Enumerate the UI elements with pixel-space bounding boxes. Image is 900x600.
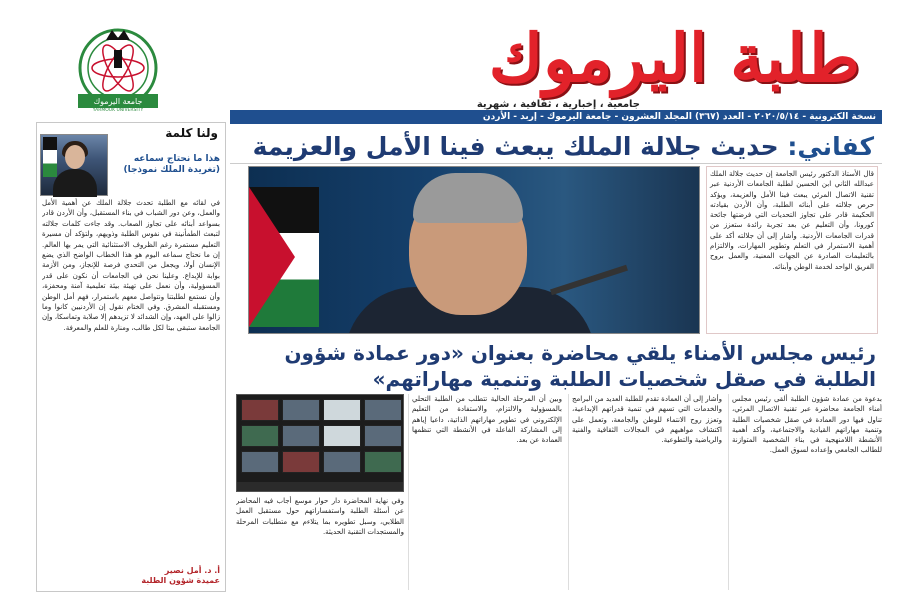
university-logo (68, 26, 168, 112)
flag-icon (43, 137, 57, 177)
main-headline-prefix: كفاني: (787, 132, 874, 161)
opinion-column-lead: هذا ما نحتاج سماعه (تغريدة الملك نموذجا) (123, 154, 220, 175)
newspaper-subtitle: جامعية ، إخبارية ، ثقافية ، شهرية (476, 99, 640, 110)
second-article-col1: بدعوة من عمادة شؤون الطلبة ألقى رئيس مجلس أمناء الجامعة محاضرة عبر تقنية الاتصال المرئي، تناول فيها دور العمادة في صقل شخصيات الطلبة وتنمية مهاراتهم القيادية والاجتماعية، وأكد أهمية الأنشطة اللامنهجية في بناء الشخصية المتوازنة للطالب الجامعي وإعداده لسوق العمل. (728, 394, 882, 590)
main-headline-text: حديث جلالة الملك يبعث فينا الأمل والعزيمة (252, 132, 779, 161)
second-article-columns (408, 394, 882, 590)
logo-text: جامعة اليرموك (93, 97, 143, 106)
issue-info-bar: نسخة الكترونية - ٢٠٢٠/٥/١٤ - العدد (٣٦٧) المجلد العشرون - جامعة اليرموك - إربد - الأردن (230, 110, 882, 124)
masthead (0, 0, 900, 120)
jordan-flag-icon (249, 187, 319, 327)
main-headline (230, 130, 882, 164)
second-article-col2: وأشار إلى أن العمادة تقدم للطلبة العديد من البرامج والخدمات التي تسهم في تنمية قدراتهم الإبداعية، وتعزز روح الانتماء للوطن والجامعة، وتعمل على اكتشاف مواهبهم في المجالات الثقافية والفنية والرياضية والتطوعية. (568, 394, 722, 590)
microphone-icon (550, 265, 628, 295)
second-article-col4: وفي نهاية المحاضرة دار حوار موسع أجاب فيه المحاضر عن أسئلة الطلبة واستفساراتهم حول مستقبل العمل الطلابي، وسبل تطويره بما يتلاءم مع متطلبات المرحلة والمستجدات التقنية الحديثة. (236, 497, 404, 536)
logo-caption: YARMOUK UNIVERSITY (92, 108, 144, 112)
opinion-column-body: في لقائه مع الطلبة تحدث جلالة الملك عن أهمية الأمل والعمل، وعن دور الشباب في بناء المستقبل، وأن الأردن قادر بسواعد أبنائه على تجاوز الصعاب. وقد جاءت كلمات جلالته لتبعث الطمأنينة في نفوس الطلبة وذويهم، ولتؤكد أن مسيرة التعليم مستمرة رغم الظروف الاستثنائية التي يمر بها العالم. إن ما نحتاج سماعه اليوم هو هذا الخطاب الواضح الذي يضع الإنسان أولا، ويجعل من التحدي فرصة للإنجاز، ومن الأزمة بوابة للإبداع. وعلينا نحن في الجامعات أن نكون على قدر المسؤولية، وأن نعمل على تهيئة بيئة تعليمية آمنة ومحفزة، وأن نستمع لطلبتنا ونتواصل معهم باستمرار، فهم أمل الوطن ومستقبله المشرق. وفي الختام نقول إن الأردنيين كانوا وما زالوا على العهد، وإن الشدائد لا تزيدهم إلا صلابة وتماسكا، وإن الجامعة ستبقى بيتا لكل طالب، ومنارة للعلم والمعرفة. (42, 199, 220, 332)
opinion-column-header: ولنا كلمة (165, 126, 218, 140)
main-article-body: قال الأستاذ الدكتور رئيس الجامعة إن حديث جلالة الملك عبدالله الثاني ابن الحسين لطلبة الجامعات الأردنية عبر تقنية الاتصال المرئي يبعث فينا الأمل والعزيمة، ويؤكد حرص جلالته على أبنائه الطلبة، وأن الأردن بقيادته الحكيمة قادر على تجاوز التحديات التي فرضتها جائحة كورونا، وأن التعليم عن بعد تجربة رائدة ستعزز من قدرات الجامعات الأردنية. وأشار إلى أن جلالته أكد على أهمية الاستمرار في التعلم وتطوير المهارات، والالتزام بالتعليمات الصادرة عن الجهات المعنية، والعمل بروح الفريق الواحد لخدمة الوطن وأبنائه. (706, 166, 878, 334)
second-headline: رئيس مجلس الأمناء يلقي محاضرة بعنوان «دور عمادة شؤون الطلبة في صقل شخصيات الطلبة وتنمية مهاراتهم» (284, 341, 876, 391)
video-conference-screenshot (236, 394, 404, 492)
columnist-photo (40, 134, 108, 196)
main-article-photo (248, 166, 700, 334)
newspaper-title: طلبة اليرموك (488, 19, 860, 97)
opinion-column-signature: أ. د. أمل نصير عميدة شؤون الطلبة (141, 566, 220, 585)
second-article-col3: وبين أن المرحلة الحالية تتطلب من الطلبة التحلي بالمسؤولية والالتزام، والاستفادة من التعليم الإلكتروني في تطوير مهاراتهم الذاتية، داعيا إياهم إلى المشاركة الفاعلة في الأنشطة التي تنظمها العمادة عن بعد. (408, 394, 562, 590)
